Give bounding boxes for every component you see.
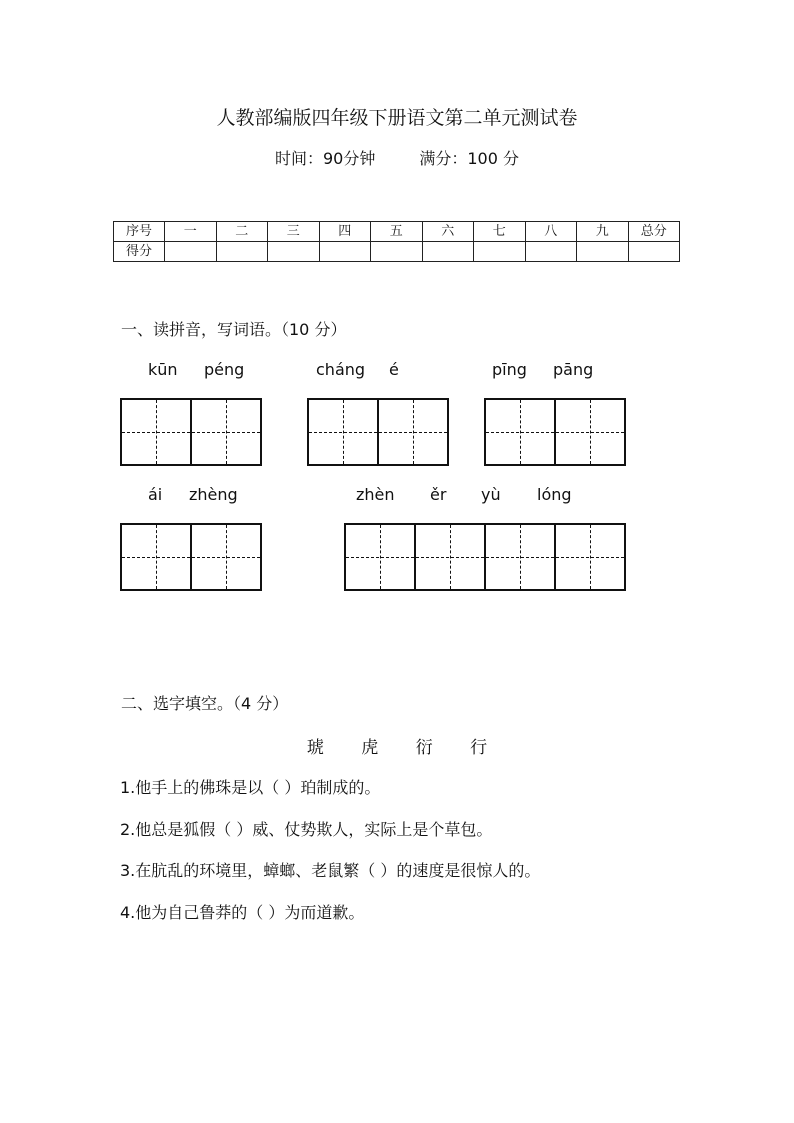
score-table-header-row <box>114 222 680 242</box>
question-item: 3.在肮乱的环境里，蟑螂、老鼠繁（ ）的速度是很惊人的。 <box>120 861 541 880</box>
tianzige-cell[interactable] <box>307 398 379 466</box>
score-cell[interactable] <box>628 242 680 262</box>
tianzige-cell[interactable] <box>379 398 449 466</box>
score-table-score-row <box>114 242 680 262</box>
tianzige-cell[interactable] <box>120 523 192 591</box>
choice-char: 衍 <box>415 738 433 758</box>
score-table-header-cell: 总分 <box>628 222 680 242</box>
score-table-header-cell: 序号 <box>114 222 165 242</box>
pinyin-label: pāng <box>553 360 594 379</box>
tianzige-cell[interactable] <box>484 398 556 466</box>
pinyin-label: yù <box>481 485 501 504</box>
tianzige-cell[interactable] <box>556 398 626 466</box>
exam-full-score: 满分：100 分 <box>419 149 519 168</box>
pinyin-label: péng <box>204 360 245 379</box>
score-table-header-cell: 六 <box>422 222 474 242</box>
score-table-header-cell: 七 <box>474 222 526 242</box>
choice-char: 行 <box>470 738 488 758</box>
question-item: 4.他为自己鲁莽的（ ）为而道歉。 <box>120 903 365 922</box>
score-table-header-cell: 九 <box>577 222 629 242</box>
pinyin-label: ěr <box>430 485 447 504</box>
pinyin-label: pīng <box>492 360 527 379</box>
tianzige-cell[interactable] <box>416 523 486 591</box>
score-table-header-cell: 四 <box>319 222 371 242</box>
score-table-header-cell: 二 <box>216 222 268 242</box>
writing-grid <box>307 398 449 466</box>
question-item: 2.他总是狐假（ ）威、仗势欺人，实际上是个草包。 <box>120 820 493 839</box>
choice-char: 虎 <box>361 738 379 758</box>
score-cell[interactable] <box>165 242 217 262</box>
writing-grid <box>120 398 262 466</box>
tianzige-cell[interactable] <box>486 523 556 591</box>
page-title: 人教部编版四年级下册语文第二单元测试卷 <box>216 107 578 129</box>
score-cell[interactable] <box>422 242 474 262</box>
pinyin-label: zhèng <box>189 485 238 504</box>
score-table-header-cell: 一 <box>165 222 217 242</box>
pinyin-label: cháng <box>316 360 366 379</box>
score-table <box>113 221 680 262</box>
score-cell[interactable] <box>216 242 268 262</box>
exam-info <box>0 146 794 169</box>
tianzige-cell[interactable] <box>120 398 192 466</box>
section2-heading: 二、选字填空。（4 分） <box>121 694 289 713</box>
pinyin-label: zhèn <box>356 485 395 504</box>
tianzige-cell[interactable] <box>192 398 262 466</box>
tianzige-cell[interactable] <box>344 523 416 591</box>
score-cell[interactable] <box>319 242 371 262</box>
choice-char: 琥 <box>306 738 324 758</box>
score-cell[interactable] <box>268 242 320 262</box>
score-cell[interactable] <box>525 242 577 262</box>
writing-grid <box>484 398 626 466</box>
score-row-label: 得分 <box>114 242 165 262</box>
tianzige-cell[interactable] <box>556 523 626 591</box>
section1-heading: 一、读拼音，写词语。（10 分） <box>121 320 347 339</box>
writing-grid <box>120 523 262 591</box>
tianzige-cell[interactable] <box>192 523 262 591</box>
score-cell[interactable] <box>577 242 629 262</box>
exam-time: 时间：90分钟 <box>274 149 376 168</box>
pinyin-label: lóng <box>537 485 572 504</box>
pinyin-label: é <box>389 360 399 379</box>
pinyin-label: kūn <box>148 360 178 379</box>
score-cell[interactable] <box>474 242 526 262</box>
pinyin-label: ái <box>148 485 163 504</box>
score-table-header-cell: 八 <box>525 222 577 242</box>
score-table-header-cell: 五 <box>371 222 423 242</box>
writing-grid <box>344 523 626 591</box>
character-choices <box>0 733 794 758</box>
question-item: 1.他手上的佛珠是以（ ）珀制成的。 <box>120 778 381 797</box>
score-table-header-cell: 三 <box>268 222 320 242</box>
score-cell[interactable] <box>371 242 423 262</box>
